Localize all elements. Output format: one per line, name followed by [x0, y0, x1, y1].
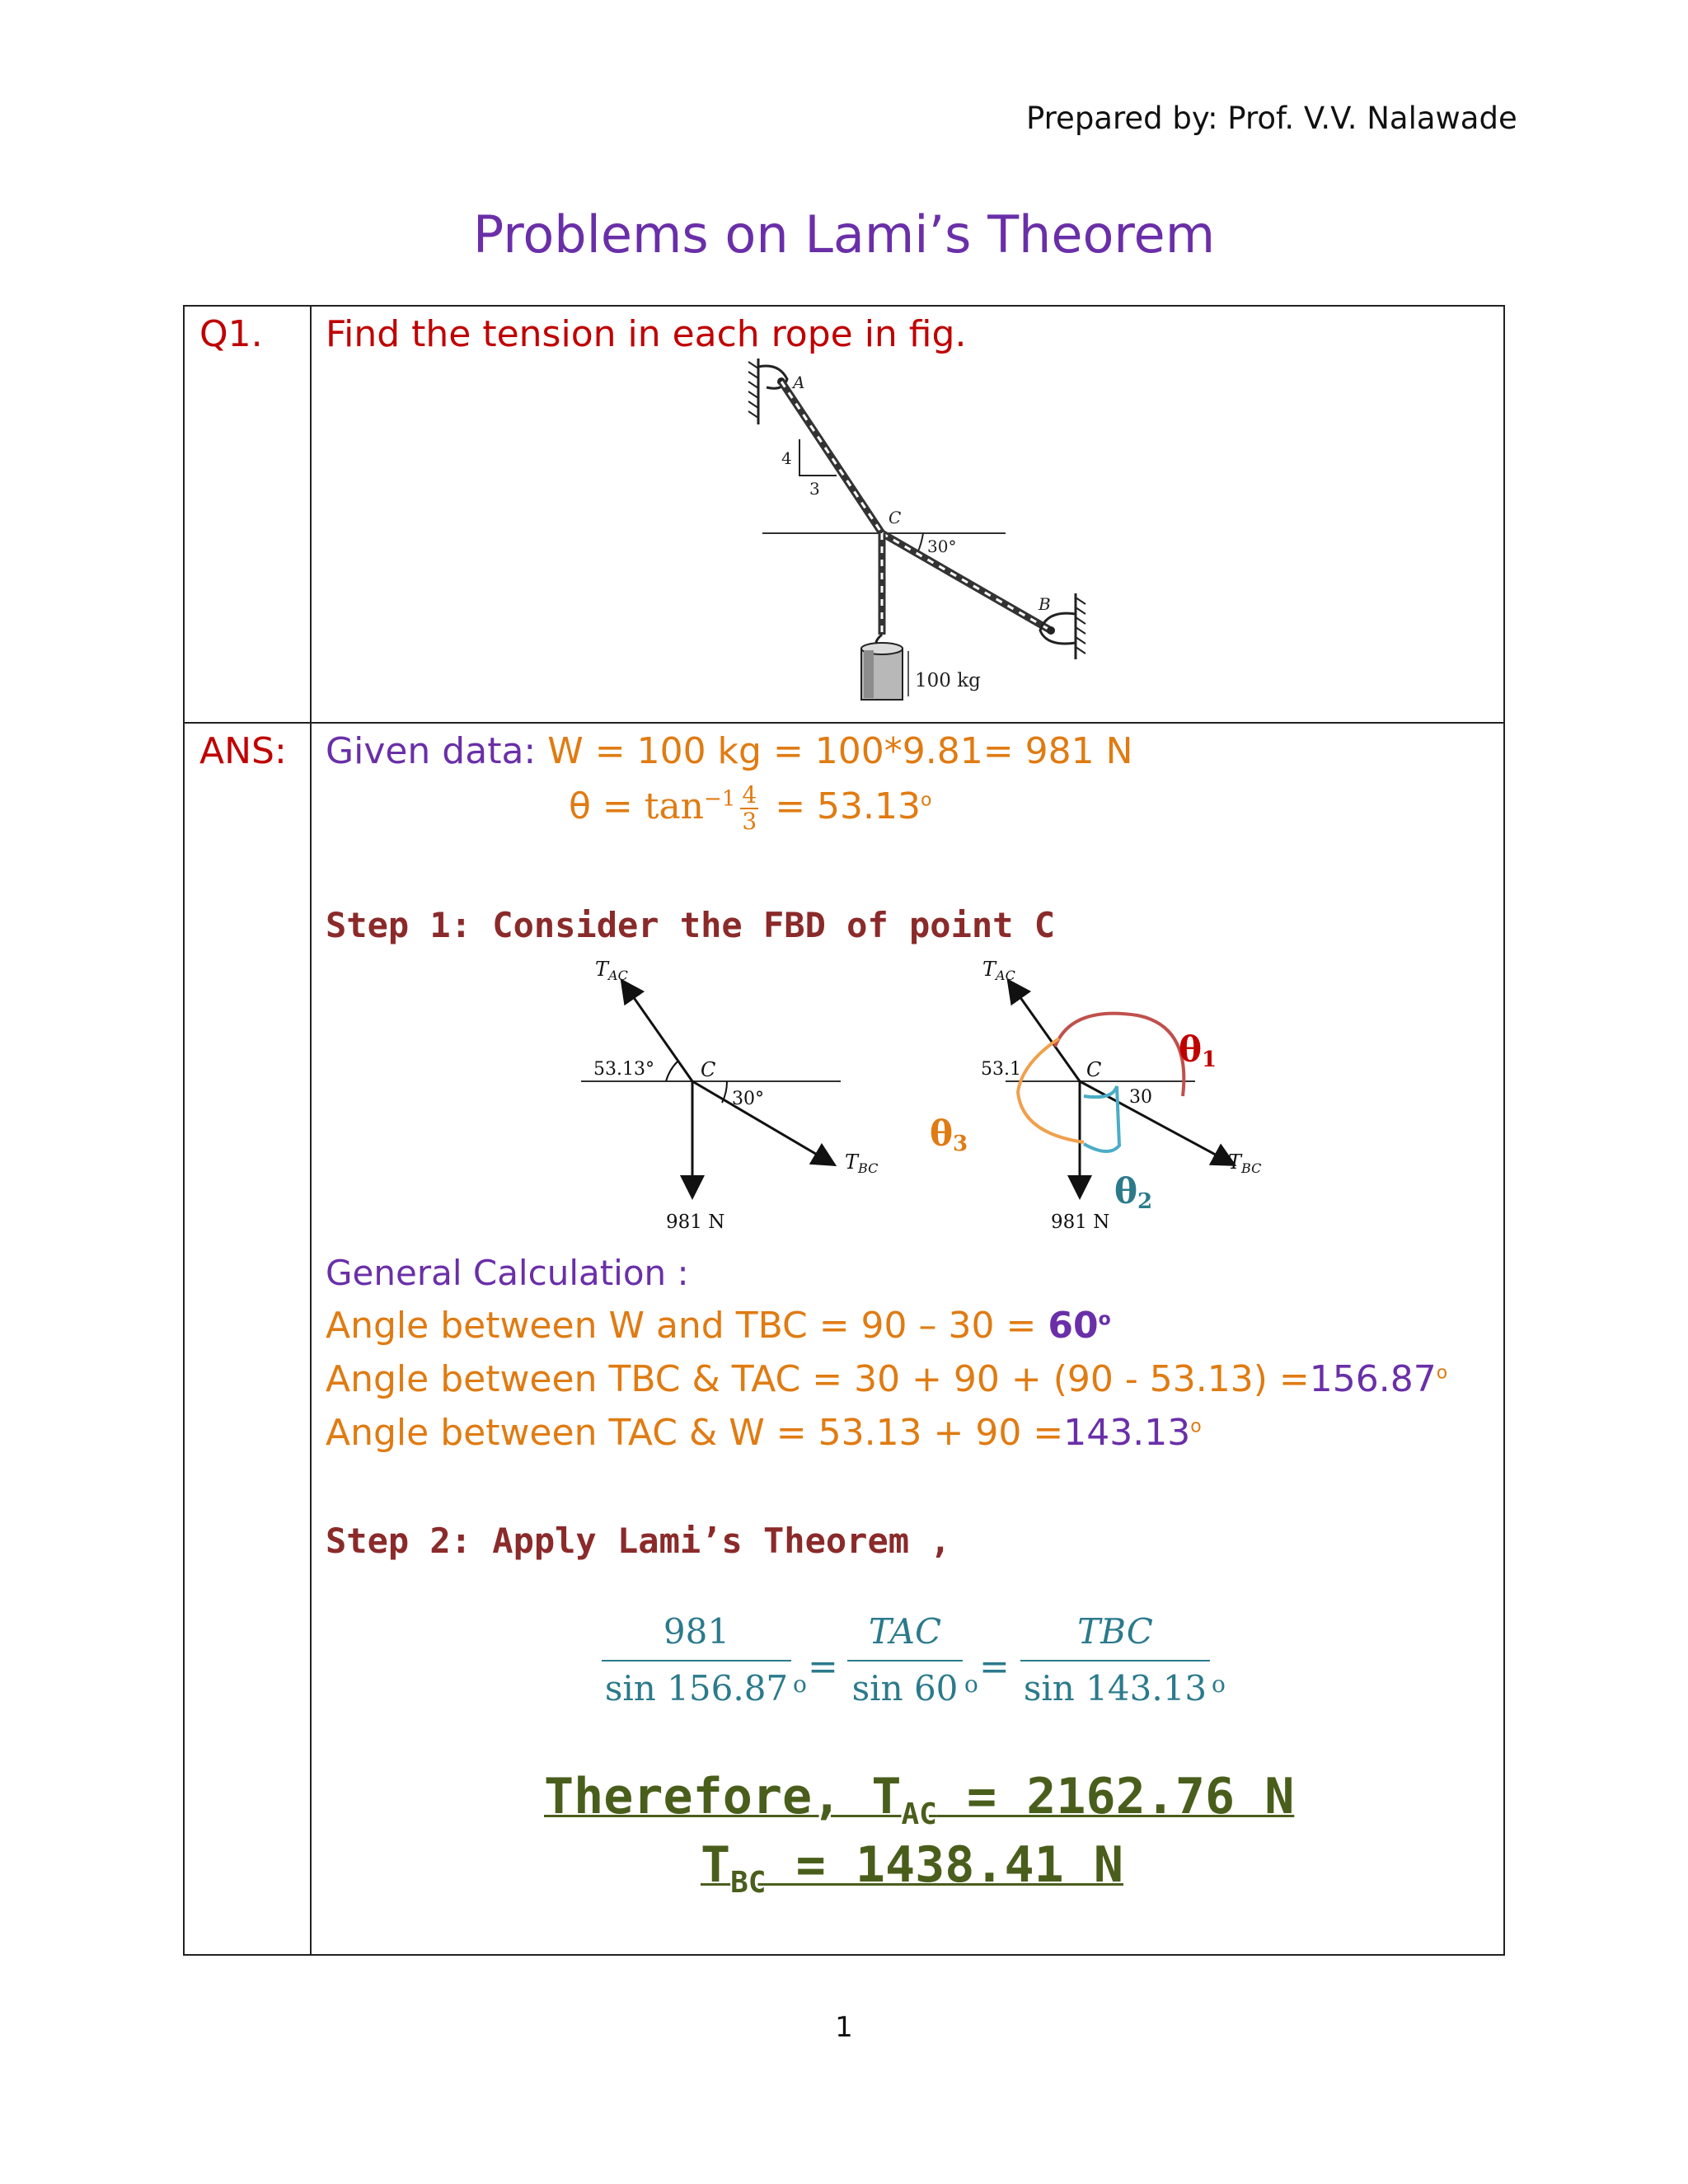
- lami-equals-1: =: [808, 1646, 838, 1688]
- theta3-arc: [1018, 1038, 1084, 1142]
- svg-text:θ3: [930, 1113, 968, 1156]
- fbd-left-weight: 981 N: [666, 1212, 725, 1233]
- theta2-sub: 2: [1137, 1189, 1153, 1214]
- fbd-right: [930, 958, 1261, 1233]
- fbd-right-tbc: T: [1228, 1151, 1242, 1174]
- lami-numerator-3: TBC: [1020, 1611, 1210, 1661]
- label-c: C: [889, 508, 902, 527]
- calc3-result: 143.13: [1063, 1412, 1191, 1454]
- fbd-left-tbc: T: [845, 1151, 859, 1174]
- result-tac-sub: AC: [901, 1797, 937, 1831]
- theta-result: = 53.13: [775, 785, 921, 827]
- lami-fraction-1: [602, 1611, 791, 1708]
- fbd-left-point-c: C: [701, 1058, 716, 1081]
- fbd-right-angle-a: 53.1: [981, 1059, 1021, 1080]
- calc2-degree: o: [1436, 1362, 1448, 1384]
- calc-line-3: [326, 1412, 1202, 1454]
- fbd-right-angle-b: 30: [1129, 1087, 1152, 1108]
- calc2-text: Angle between TBC & TAC = 30 + 90 + (90 - 53.13) =: [326, 1358, 1310, 1400]
- lami-numerator-1: 981: [602, 1611, 791, 1661]
- label-a: A: [793, 373, 805, 392]
- result-tbc-sub: BC: [730, 1866, 767, 1900]
- question-text: Find the tension in each rope in fig.: [326, 313, 967, 355]
- fbd-left-tac-sub: AC: [608, 968, 628, 983]
- lami-fraction-3: [1020, 1611, 1210, 1708]
- calc-line-1: [326, 1305, 1111, 1347]
- lami-degree-3: o: [1212, 1671, 1226, 1698]
- svg-text:TAC: [595, 958, 628, 983]
- calc-line-2: [326, 1358, 1447, 1400]
- svg-text:TAC: [982, 958, 1015, 983]
- given-label: Given data:: [326, 730, 537, 772]
- svg-text:TBC: [1228, 1151, 1261, 1176]
- table-column-divider: [310, 305, 312, 1956]
- lami-denominator-2: sin 60: [851, 1668, 959, 1708]
- theta1-label: θ: [1179, 1029, 1203, 1070]
- theta1-arc: [1055, 1014, 1184, 1096]
- step-2-heading: Step 2: Apply Lami’s Theorem ,: [326, 1521, 951, 1561]
- fbd-left: [581, 958, 878, 1233]
- svg-text:θ1: [1179, 1029, 1217, 1072]
- fbd-left-angle-b: 30°: [732, 1089, 764, 1109]
- slope-rise: 4: [781, 448, 792, 468]
- fbd-right-tbc-sub: BC: [1241, 1160, 1262, 1176]
- angle-30: 30°: [927, 537, 957, 556]
- lami-equals-2: =: [979, 1646, 1010, 1688]
- result-tac: [544, 1768, 1294, 1831]
- given-value: W = 100 kg = 100*9.81= 981 N: [547, 730, 1133, 772]
- theta-prefix: θ =: [569, 785, 645, 827]
- lami-degree-1: o: [793, 1671, 807, 1698]
- mass-label: 100 kg: [915, 670, 981, 691]
- slope-run: 3: [809, 479, 820, 499]
- calc1-degree: o: [1098, 1309, 1111, 1330]
- step-1-heading: Step 1: Consider the FBD of point C: [326, 905, 1056, 945]
- lami-fraction-2: [847, 1611, 963, 1708]
- degree-mark: o: [921, 790, 932, 811]
- theta-equation: [569, 783, 931, 834]
- theta-fraction: [740, 783, 758, 834]
- calc1-text: Angle between W and TBC = 90 – 30 =: [326, 1305, 1048, 1347]
- prepared-by: Prepared by: Prof. V.V. Nalawade: [1026, 101, 1517, 136]
- svg-text:θ2: [1114, 1171, 1152, 1214]
- answer-label: ANS:: [199, 730, 287, 772]
- lami-numerator-2: TAC: [847, 1611, 963, 1661]
- page-title: Problems on Lami’s Theorem: [472, 204, 1216, 265]
- fbd-right-weight: 981 N: [1051, 1212, 1110, 1233]
- result-tac-value: = 2162.76 N: [936, 1768, 1295, 1825]
- fbd-right-tac: T: [982, 958, 996, 981]
- calc1-result: 60: [1048, 1305, 1099, 1347]
- fbd-left-tac: T: [595, 958, 609, 981]
- calc3-degree: o: [1190, 1416, 1202, 1437]
- fbd-right-point-c: C: [1086, 1058, 1102, 1081]
- result-tbc: [701, 1836, 1123, 1900]
- general-calculation-heading: General Calculation :: [326, 1253, 689, 1293]
- question-label: Q1.: [199, 313, 263, 355]
- result-tbc-prefix: T: [701, 1836, 731, 1894]
- result-tbc-value: = 1438.41 N: [766, 1836, 1123, 1894]
- fbd-diagrams: [569, 956, 1294, 1240]
- table-row-divider: [183, 722, 1505, 724]
- theta-denominator: 3: [742, 808, 757, 835]
- lami-equation: [577, 1611, 1236, 1727]
- lami-denominator-1: sin 156.87: [604, 1668, 789, 1708]
- svg-text:TBC: [845, 1151, 878, 1176]
- fbd-right-tac-sub: AC: [996, 968, 1015, 983]
- result-tac-prefix: Therefore, T: [544, 1768, 902, 1825]
- calc2-result: 156.87: [1309, 1358, 1437, 1400]
- lami-denominator-3: sin 143.13: [1023, 1668, 1207, 1708]
- given-data: [326, 730, 1133, 772]
- theta1-sub: 1: [1202, 1047, 1217, 1072]
- theta-numerator: 4: [742, 781, 757, 808]
- theta3-sub: 3: [953, 1132, 968, 1156]
- calc3-text: Angle between TAC & W = 53.13 + 90 =: [326, 1412, 1064, 1454]
- inverse-superscript: −1: [704, 786, 736, 812]
- rope-figure: [717, 350, 1104, 705]
- fbd-left-tbc-sub: BC: [858, 1160, 879, 1176]
- theta3-label: θ: [930, 1113, 954, 1154]
- fbd-left-angle-a: 53.13°: [593, 1059, 654, 1080]
- theta2-arc: [1084, 1086, 1119, 1151]
- label-b: B: [1039, 594, 1051, 614]
- theta2-label: θ: [1114, 1171, 1138, 1212]
- lami-degree-2: o: [964, 1671, 978, 1698]
- tan-function: tan: [644, 785, 705, 827]
- page-number: 1: [835, 2011, 853, 2044]
